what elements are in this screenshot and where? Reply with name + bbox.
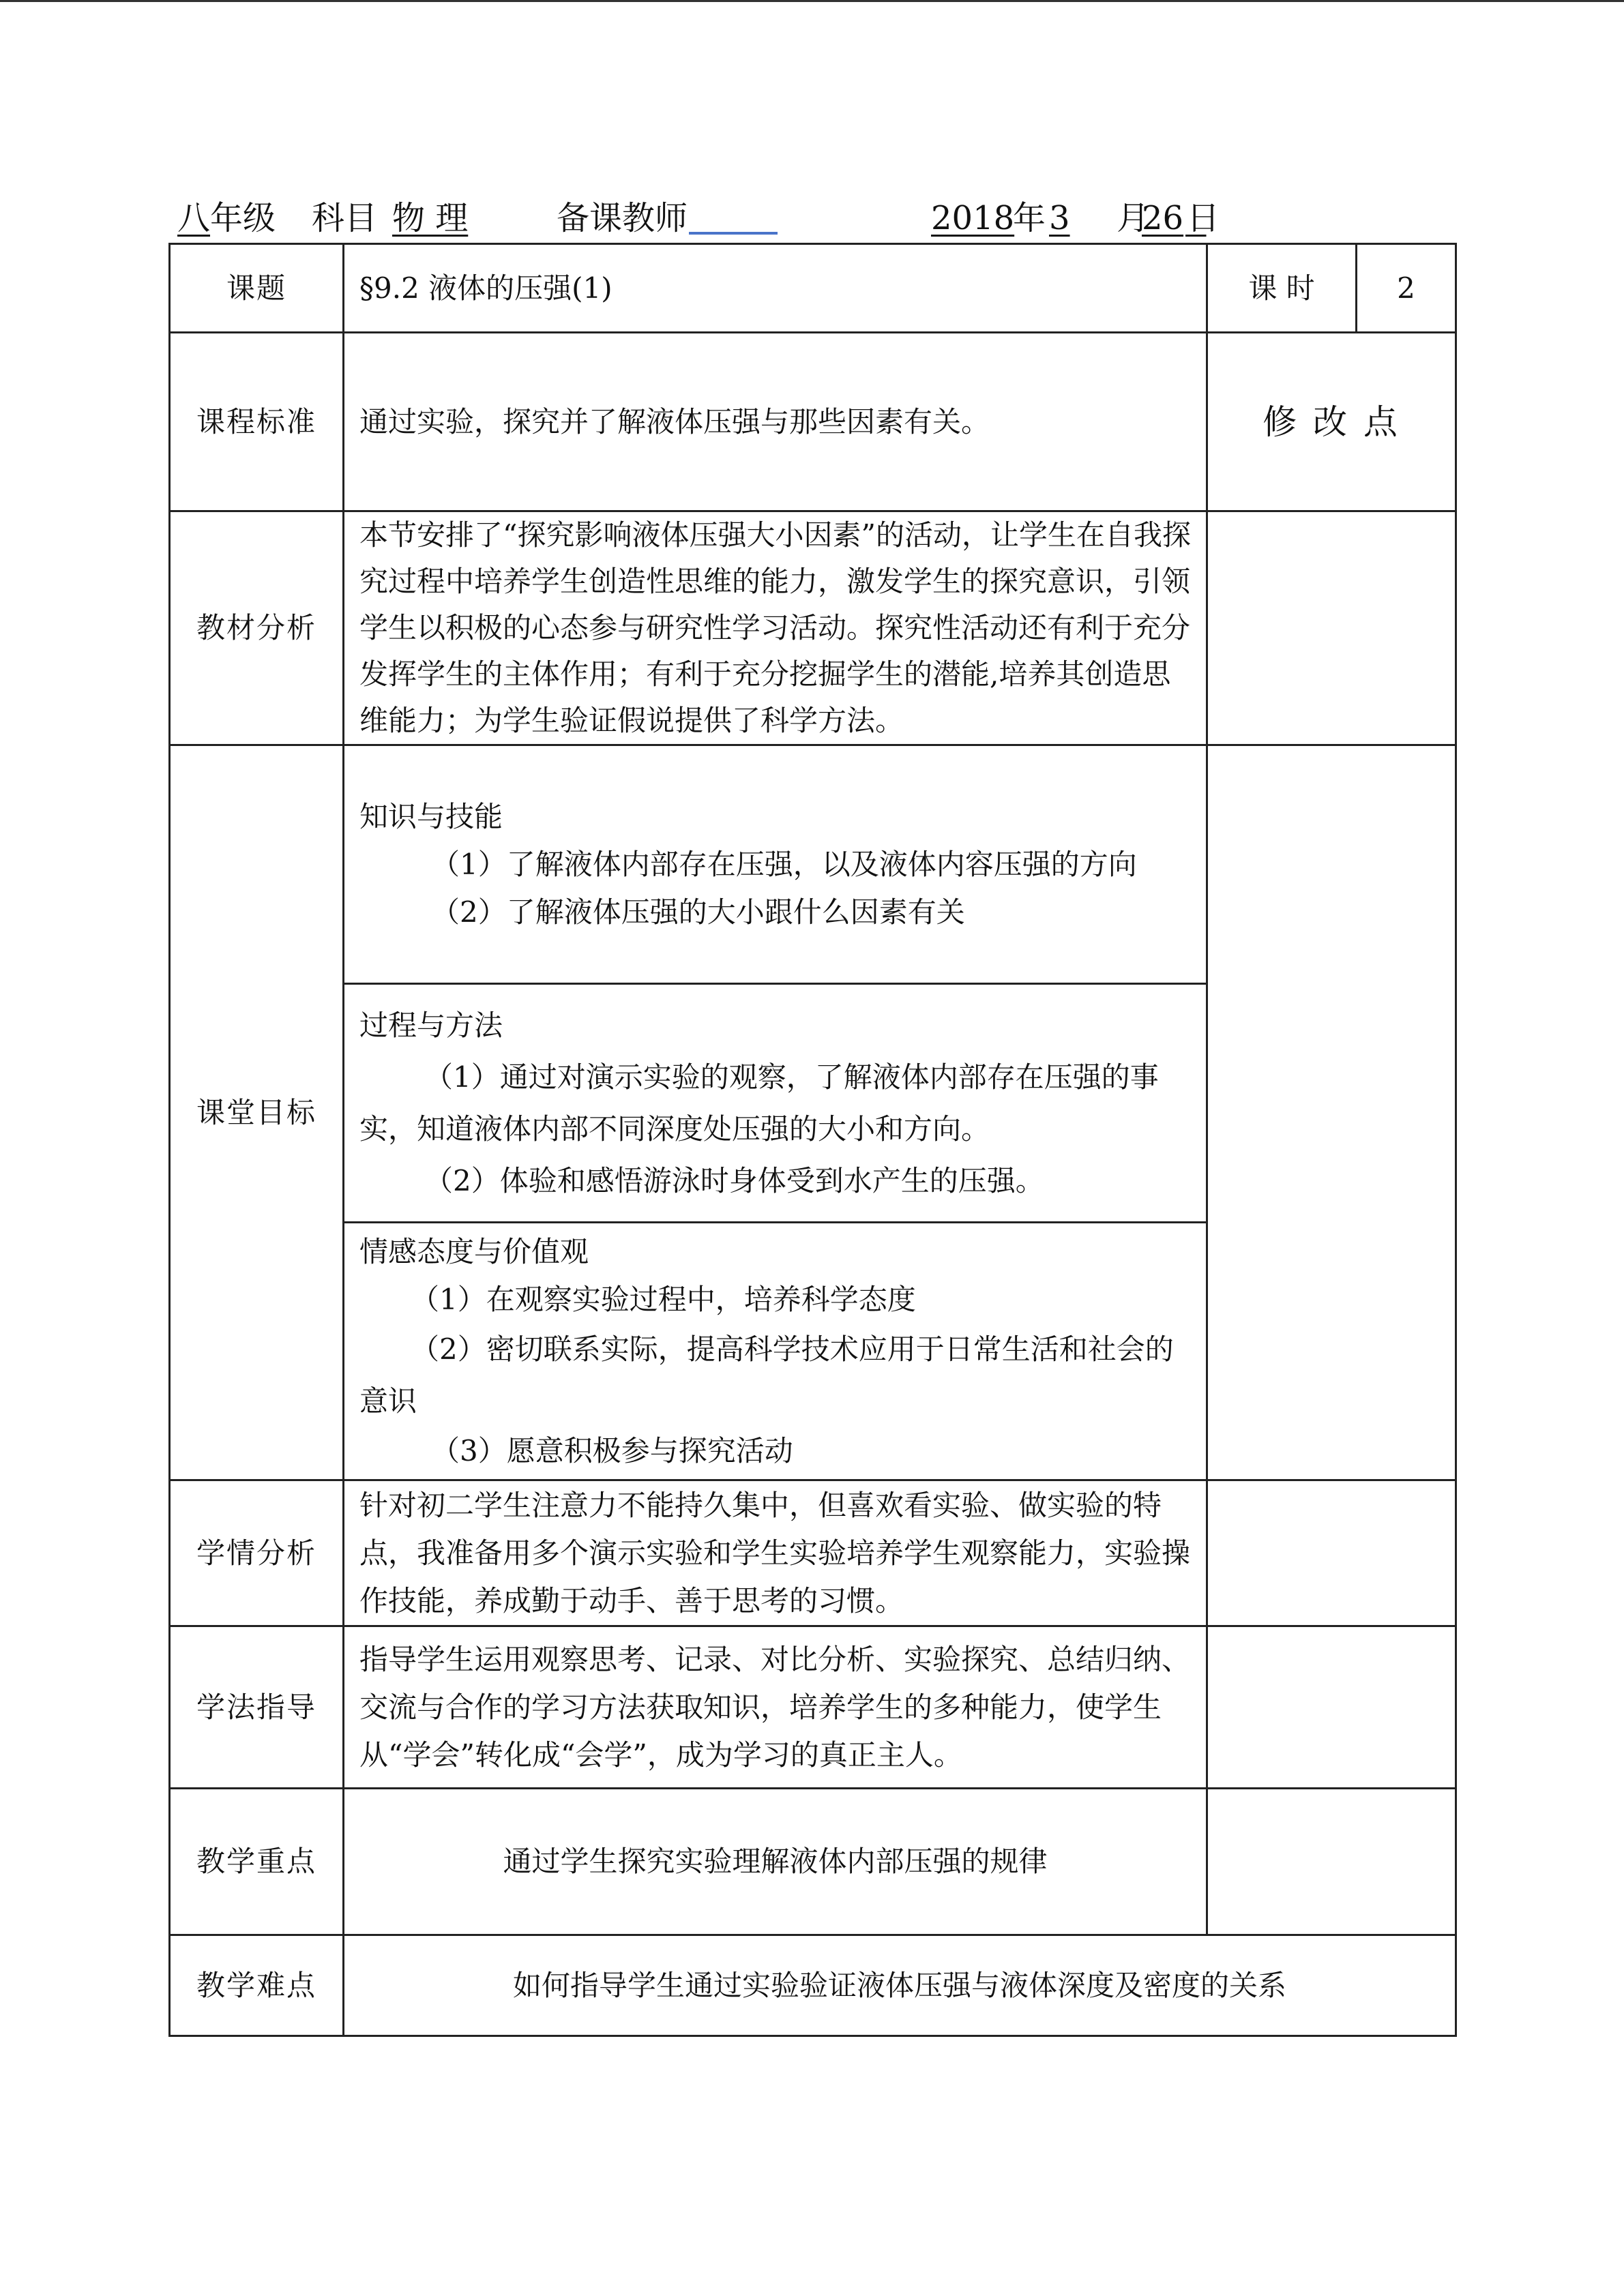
knowledge-title: 知识与技能 [359,799,503,833]
row-learner [170,1480,1456,1626]
topic-value: §9.2 液体的压强(1) [344,244,1207,333]
row-topic [170,244,1456,333]
method-value: 指导学生运用观察思考、记录、对比分析、实验探究、总结归纳、交流与合作的学习方法获取知识，培养学生的多种能力，使学生从“学会”转化成“会学”，成为学习的真正主人。 [344,1626,1207,1789]
learner-value: 针对初二学生注意力不能持久集中，但喜欢看实验、做实验的特点，我准备用多个演示实验和学生实验培养学生观察能力，实验操作技能，养成勤于动手、善于思考的习惯。 [344,1480,1207,1626]
key-label: 教学重点 [170,1789,344,1935]
year-unit: 年 [1013,199,1046,237]
difficulty-value: 如何指导学生通过实验验证液体压强与液体深度及密度的关系 [344,1935,1456,2036]
day-unit: 日 [1187,199,1220,237]
method-label: 学法指导 [170,1626,344,1789]
topic-label: 课题 [170,244,344,333]
key-value: 通过学生探究实验理解液体内部压强的规律 [344,1789,1207,1935]
attitude-item-1: （1）在观察实验过程中，培养科学态度 [411,1282,916,1316]
grade-value: 八 [177,199,211,237]
analysis-label: 教材分析 [170,511,344,745]
learner-revision-cell [1207,1480,1456,1626]
process-title: 过程与方法 [359,1008,503,1042]
goals-attitude-cell [344,1223,1207,1480]
teacher-label: 备课教师 [557,199,688,237]
month-unit: 月 [1117,199,1150,237]
attitude-item-2: （2）密切联系实际，提高科学技术应用于日常生活和社会的意识 [359,1332,1174,1418]
month-value: 3 [1049,199,1070,237]
row-key [170,1789,1456,1935]
lesson-header [177,196,1453,240]
subject-value: 物 理 [392,199,469,237]
row-method [170,1626,1456,1789]
lesson-plan-table [168,243,1457,2037]
method-revision-cell [1207,1626,1456,1789]
knowledge-item-2: （2）了解液体压强的大小跟什么因素有关 [431,895,965,929]
analysis-revision-cell [1207,511,1456,745]
attitude-item-3: （3）愿意积极参与探究活动 [431,1433,793,1467]
analysis-value: 本节安排了“探究影响液体压强大小因素”的活动，让学生在自我探究过程中培养学生创造性思维的能力，激发学生的探究意识，引领学生以积极的心态参与研究性学习活动。探究性活动还有利于充分发挥学生的主体作用；有利于充分挖掘学生的潜能,培养其创造思维能力；为学生验证假说提供了科学方法。 [344,511,1207,745]
periods-label: 课 时 [1207,244,1357,333]
top-border-line [0,0,1624,2]
goals-process-cell [344,984,1207,1223]
periods-value: 2 [1357,244,1456,333]
day-value: 26 [1142,199,1184,237]
goals-revision-cell [1207,745,1456,1480]
standard-value: 通过实验，探究并了解液体压强与那些因素有关。 [344,333,1207,511]
row-difficulty [170,1935,1456,2036]
teacher-blank-line [689,232,778,235]
difficulty-label: 教学难点 [170,1935,344,2036]
process-item-2: （2）体验和感悟游泳时身体受到水产生的压强。 [424,1163,1044,1197]
knowledge-item-1: （1）了解液体内部存在压强，以及液体内容压强的方向 [431,847,1137,881]
row-goals-knowledge [170,745,1456,984]
year-value: 2018 [931,199,1015,237]
goals-label: 课堂目标 [170,745,344,1480]
row-analysis [170,511,1456,745]
goals-knowledge-cell [344,745,1207,984]
key-revision-cell [1207,1789,1456,1935]
grade-suffix: 年级 [210,199,276,237]
row-standard [170,333,1456,511]
process-item-1: （1）通过对演示实验的观察，了解液体内部存在压强的事实，知道液体内部不同深度处压强的大小和方向。 [359,1060,1159,1146]
revision-label: 修 改 点 [1207,333,1456,511]
learner-label: 学情分析 [170,1480,344,1626]
standard-label: 课程标准 [170,333,344,511]
subject-label: 科目 [312,199,378,237]
attitude-title: 情感态度与价值观 [359,1234,589,1268]
